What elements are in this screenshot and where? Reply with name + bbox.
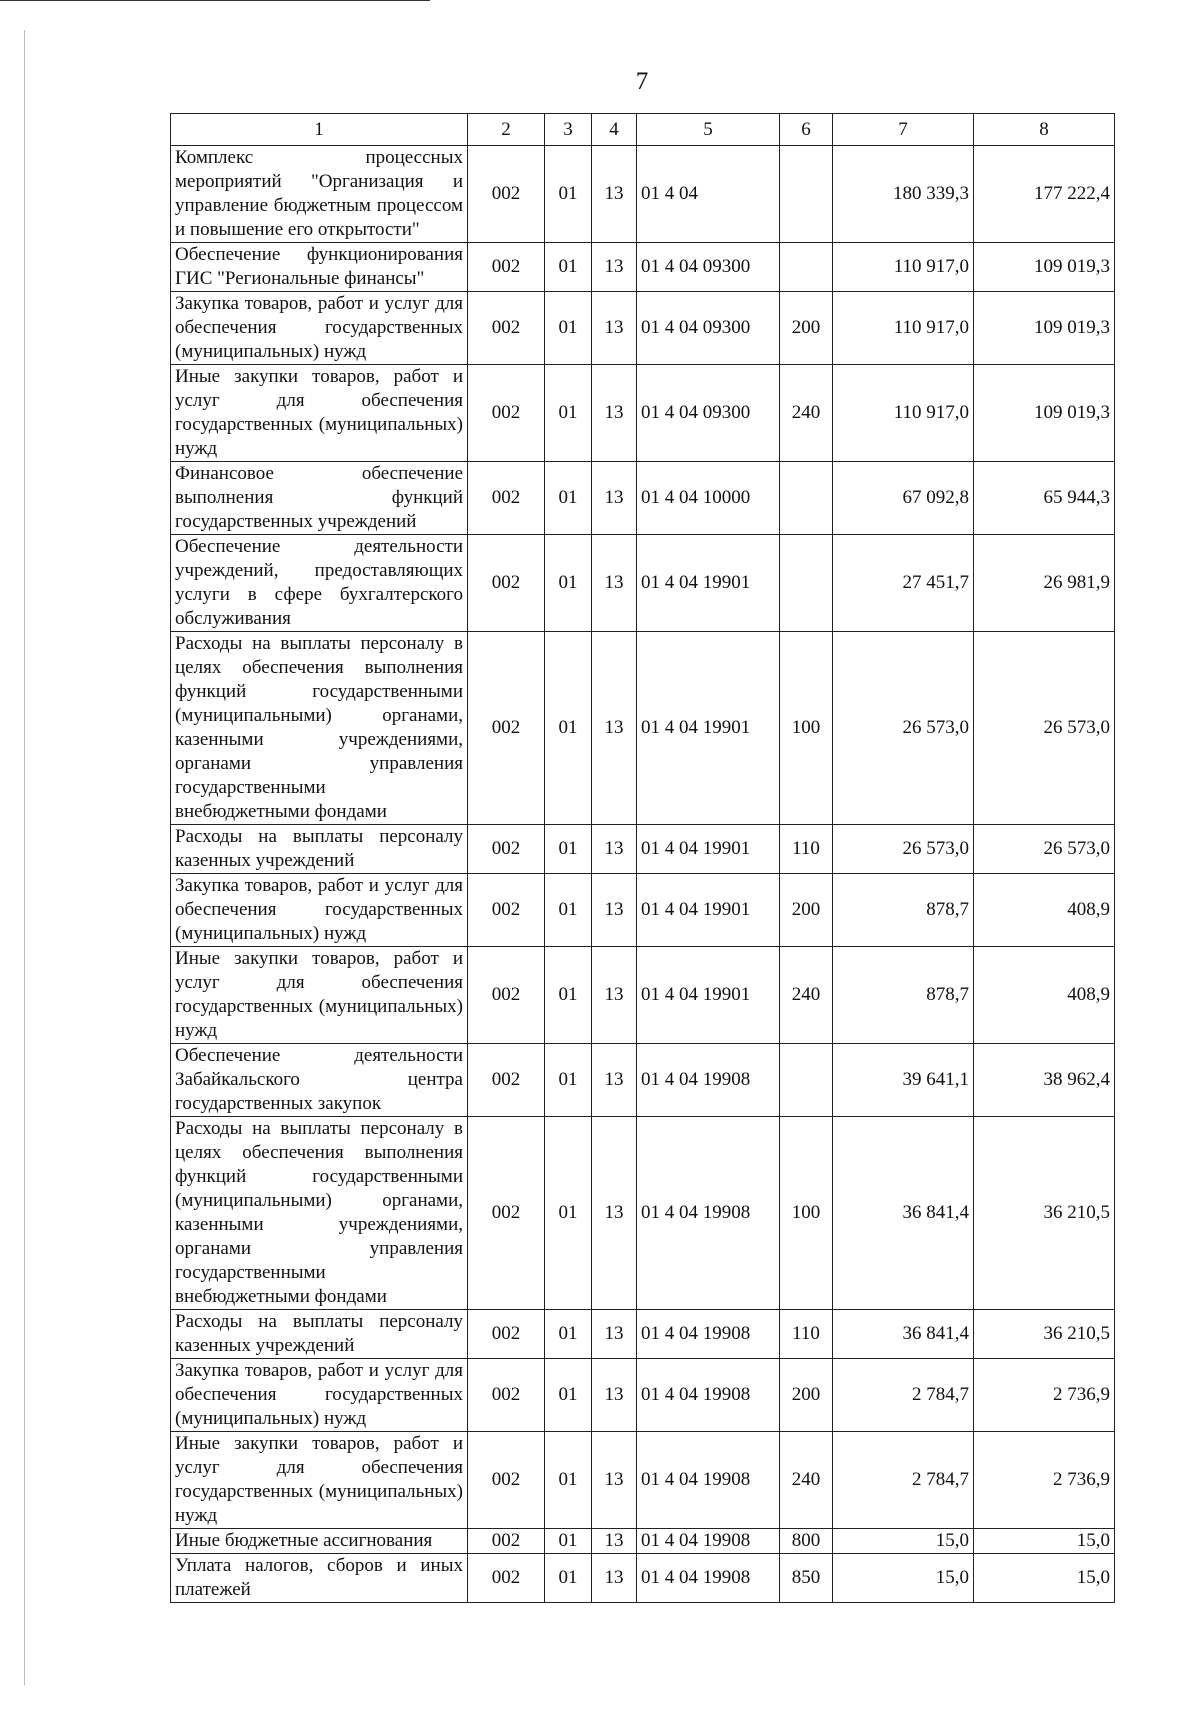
cell-subsection: 13 — [592, 146, 637, 243]
cell-amount-year1: 67 092,8 — [833, 462, 974, 535]
cell-target-article: 01 4 04 19901 — [637, 947, 780, 1044]
cell-expense-type: 800 — [780, 1529, 833, 1554]
cell-target-article: 01 4 04 19908 — [637, 1554, 780, 1603]
cell-target-article: 01 4 04 19901 — [637, 874, 780, 947]
cell-name: Закупка товаров, работ и услуг для обеспечения государственных (муниципальных) нужд — [171, 292, 468, 365]
table-row — [171, 825, 1115, 874]
cell-expense-type: 240 — [780, 947, 833, 1044]
page-number: 7 — [635, 68, 649, 95]
cell-admin-code: 002 — [468, 243, 545, 292]
cell-admin-code: 002 — [468, 947, 545, 1044]
table-row — [171, 1359, 1115, 1432]
cell-amount-year1: 110 917,0 — [833, 365, 974, 462]
cell-section: 01 — [545, 1529, 592, 1554]
cell-admin-code: 002 — [468, 632, 545, 825]
cell-expense-type: 240 — [780, 1432, 833, 1529]
cell-target-article: 01 4 04 19908 — [637, 1117, 780, 1310]
cell-subsection: 13 — [592, 1044, 637, 1117]
cell-expense-type: 200 — [780, 874, 833, 947]
cell-section: 01 — [545, 1554, 592, 1603]
cell-target-article: 01 4 04 19908 — [637, 1359, 780, 1432]
cell-admin-code: 002 — [468, 1044, 545, 1117]
table-row — [171, 632, 1115, 825]
cell-amount-year1: 39 641,1 — [833, 1044, 974, 1117]
table-row — [171, 462, 1115, 535]
cell-section: 01 — [545, 462, 592, 535]
cell-admin-code: 002 — [468, 1117, 545, 1310]
cell-amount-year1: 2 784,7 — [833, 1432, 974, 1529]
table-row — [171, 535, 1115, 632]
cell-amount-year1: 26 573,0 — [833, 825, 974, 874]
cell-section: 01 — [545, 1117, 592, 1310]
cell-expense-type: 100 — [780, 632, 833, 825]
header-row — [171, 114, 1115, 146]
cell-amount-year2: 26 981,9 — [974, 535, 1115, 632]
cell-subsection: 13 — [592, 243, 637, 292]
cell-amount-year2: 109 019,3 — [974, 365, 1115, 462]
cell-section: 01 — [545, 146, 592, 243]
scan-edge-top — [0, 0, 430, 1]
cell-expense-type — [780, 535, 833, 632]
cell-name: Расходы на выплаты персоналу казенных учреждений — [171, 825, 468, 874]
cell-amount-year2: 109 019,3 — [974, 292, 1115, 365]
cell-section: 01 — [545, 243, 592, 292]
cell-amount-year1: 110 917,0 — [833, 243, 974, 292]
cell-subsection: 13 — [592, 292, 637, 365]
cell-name: Закупка товаров, работ и услуг для обеспечения государственных (муниципальных) нужд — [171, 874, 468, 947]
cell-amount-year2: 177 222,4 — [974, 146, 1115, 243]
cell-amount-year1: 180 339,3 — [833, 146, 974, 243]
cell-name: Финансовое обеспечение выполнения функций государственных учреждений — [171, 462, 468, 535]
cell-section: 01 — [545, 632, 592, 825]
cell-amount-year1: 26 573,0 — [833, 632, 974, 825]
cell-name: Расходы на выплаты персоналу в целях обеспечения выполнения функций государственными (муниципальными) органами, казенными учреждениями, органами управления государственными внебюджетными фондами — [171, 1117, 468, 1310]
cell-admin-code: 002 — [468, 1554, 545, 1603]
table-row — [171, 874, 1115, 947]
cell-subsection: 13 — [592, 947, 637, 1044]
cell-amount-year2: 408,9 — [974, 874, 1115, 947]
cell-subsection: 13 — [592, 1359, 637, 1432]
cell-amount-year2: 65 944,3 — [974, 462, 1115, 535]
cell-amount-year2: 15,0 — [974, 1554, 1115, 1603]
cell-subsection: 13 — [592, 1432, 637, 1529]
cell-subsection: 13 — [592, 1117, 637, 1310]
table-row — [171, 947, 1115, 1044]
table-row — [171, 1529, 1115, 1554]
cell-admin-code: 002 — [468, 462, 545, 535]
cell-admin-code: 002 — [468, 874, 545, 947]
cell-name: Иные закупки товаров, работ и услуг для обеспечения государственных (муниципальных) нужд — [171, 947, 468, 1044]
table-row — [171, 365, 1115, 462]
col-header-5: 5 — [637, 114, 780, 146]
cell-name: Обеспечение функционирования ГИС "Региональные финансы" — [171, 243, 468, 292]
cell-subsection: 13 — [592, 632, 637, 825]
col-header-7: 7 — [833, 114, 974, 146]
cell-admin-code: 002 — [468, 146, 545, 243]
cell-admin-code: 002 — [468, 1359, 545, 1432]
cell-admin-code: 002 — [468, 1529, 545, 1554]
cell-name: Закупка товаров, работ и услуг для обеспечения государственных (муниципальных) нужд — [171, 1359, 468, 1432]
cell-subsection: 13 — [592, 1529, 637, 1554]
cell-section: 01 — [545, 535, 592, 632]
cell-amount-year2: 15,0 — [974, 1529, 1115, 1554]
cell-admin-code: 002 — [468, 1310, 545, 1359]
cell-name: Уплата налогов, сборов и иных платежей — [171, 1554, 468, 1603]
cell-section: 01 — [545, 1310, 592, 1359]
cell-subsection: 13 — [592, 874, 637, 947]
cell-target-article: 01 4 04 09300 — [637, 243, 780, 292]
cell-amount-year2: 2 736,9 — [974, 1359, 1115, 1432]
col-header-1: 1 — [171, 114, 468, 146]
col-header-4: 4 — [592, 114, 637, 146]
cell-amount-year2: 408,9 — [974, 947, 1115, 1044]
cell-amount-year2: 36 210,5 — [974, 1117, 1115, 1310]
cell-name: Расходы на выплаты персоналу казенных учреждений — [171, 1310, 468, 1359]
cell-section: 01 — [545, 292, 592, 365]
table-row — [171, 1117, 1115, 1310]
col-header-2: 2 — [468, 114, 545, 146]
cell-name: Иные бюджетные ассигнования — [171, 1529, 468, 1554]
cell-section: 01 — [545, 1359, 592, 1432]
cell-target-article: 01 4 04 19901 — [637, 535, 780, 632]
cell-expense-type: 110 — [780, 825, 833, 874]
cell-amount-year2: 26 573,0 — [974, 632, 1115, 825]
cell-name: Обеспечение деятельности учреждений, предоставляющих услуги в сфере бухгалтерского обслуживания — [171, 535, 468, 632]
cell-amount-year2: 109 019,3 — [974, 243, 1115, 292]
table-row — [171, 1310, 1115, 1359]
cell-target-article: 01 4 04 19901 — [637, 825, 780, 874]
cell-amount-year2: 36 210,5 — [974, 1310, 1115, 1359]
cell-target-article: 01 4 04 19908 — [637, 1432, 780, 1529]
cell-amount-year1: 36 841,4 — [833, 1310, 974, 1359]
cell-amount-year1: 878,7 — [833, 874, 974, 947]
cell-target-article: 01 4 04 19908 — [637, 1529, 780, 1554]
cell-amount-year1: 27 451,7 — [833, 535, 974, 632]
cell-section: 01 — [545, 1044, 592, 1117]
cell-expense-type: 110 — [780, 1310, 833, 1359]
budget-table — [170, 113, 1115, 1603]
cell-section: 01 — [545, 1432, 592, 1529]
cell-expense-type: 200 — [780, 292, 833, 365]
cell-expense-type — [780, 243, 833, 292]
col-header-8: 8 — [974, 114, 1115, 146]
cell-name: Обеспечение деятельности Забайкальского центра государственных закупок — [171, 1044, 468, 1117]
cell-section: 01 — [545, 947, 592, 1044]
cell-amount-year2: 26 573,0 — [974, 825, 1115, 874]
cell-target-article: 01 4 04 10000 — [637, 462, 780, 535]
cell-subsection: 13 — [592, 462, 637, 535]
table-row — [171, 292, 1115, 365]
cell-section: 01 — [545, 825, 592, 874]
cell-name: Иные закупки товаров, работ и услуг для обеспечения государственных (муниципальных) нужд — [171, 1432, 468, 1529]
cell-expense-type — [780, 462, 833, 535]
table-row — [171, 1432, 1115, 1529]
scan-edge-left — [24, 30, 25, 1685]
cell-amount-year1: 15,0 — [833, 1554, 974, 1603]
cell-amount-year1: 36 841,4 — [833, 1117, 974, 1310]
cell-subsection: 13 — [592, 1310, 637, 1359]
table-row — [171, 1554, 1115, 1603]
cell-expense-type: 100 — [780, 1117, 833, 1310]
cell-target-article: 01 4 04 09300 — [637, 365, 780, 462]
cell-admin-code: 002 — [468, 535, 545, 632]
cell-section: 01 — [545, 365, 592, 462]
cell-name: Иные закупки товаров, работ и услуг для обеспечения государственных (муниципальных) нужд — [171, 365, 468, 462]
cell-name: Комплекс процессных мероприятий "Организация и управление бюджетным процессом и повышение его открытости" — [171, 146, 468, 243]
cell-admin-code: 002 — [468, 365, 545, 462]
cell-expense-type: 850 — [780, 1554, 833, 1603]
cell-admin-code: 002 — [468, 825, 545, 874]
cell-expense-type: 240 — [780, 365, 833, 462]
table-row — [171, 243, 1115, 292]
table-row — [171, 146, 1115, 243]
cell-target-article: 01 4 04 19901 — [637, 632, 780, 825]
cell-subsection: 13 — [592, 825, 637, 874]
cell-target-article: 01 4 04 19908 — [637, 1044, 780, 1117]
cell-target-article: 01 4 04 19908 — [637, 1310, 780, 1359]
cell-amount-year1: 110 917,0 — [833, 292, 974, 365]
cell-amount-year2: 38 962,4 — [974, 1044, 1115, 1117]
cell-admin-code: 002 — [468, 1432, 545, 1529]
cell-name: Расходы на выплаты персоналу в целях обеспечения выполнения функций государственными (муниципальными) органами, казенными учреждениями, органами управления государственными внебюджетными фондами — [171, 632, 468, 825]
cell-amount-year2: 2 736,9 — [974, 1432, 1115, 1529]
cell-expense-type — [780, 1044, 833, 1117]
cell-subsection: 13 — [592, 365, 637, 462]
cell-amount-year1: 2 784,7 — [833, 1359, 974, 1432]
cell-target-article: 01 4 04 09300 — [637, 292, 780, 365]
cell-subsection: 13 — [592, 1554, 637, 1603]
col-header-3: 3 — [545, 114, 592, 146]
cell-amount-year1: 15,0 — [833, 1529, 974, 1554]
table-row — [171, 1044, 1115, 1117]
cell-amount-year1: 878,7 — [833, 947, 974, 1044]
cell-subsection: 13 — [592, 535, 637, 632]
cell-expense-type: 200 — [780, 1359, 833, 1432]
cell-section: 01 — [545, 874, 592, 947]
cell-target-article: 01 4 04 — [637, 146, 780, 243]
cell-admin-code: 002 — [468, 292, 545, 365]
table-body — [171, 146, 1115, 1603]
col-header-6: 6 — [780, 114, 833, 146]
table-header — [171, 114, 1115, 146]
cell-expense-type — [780, 146, 833, 243]
